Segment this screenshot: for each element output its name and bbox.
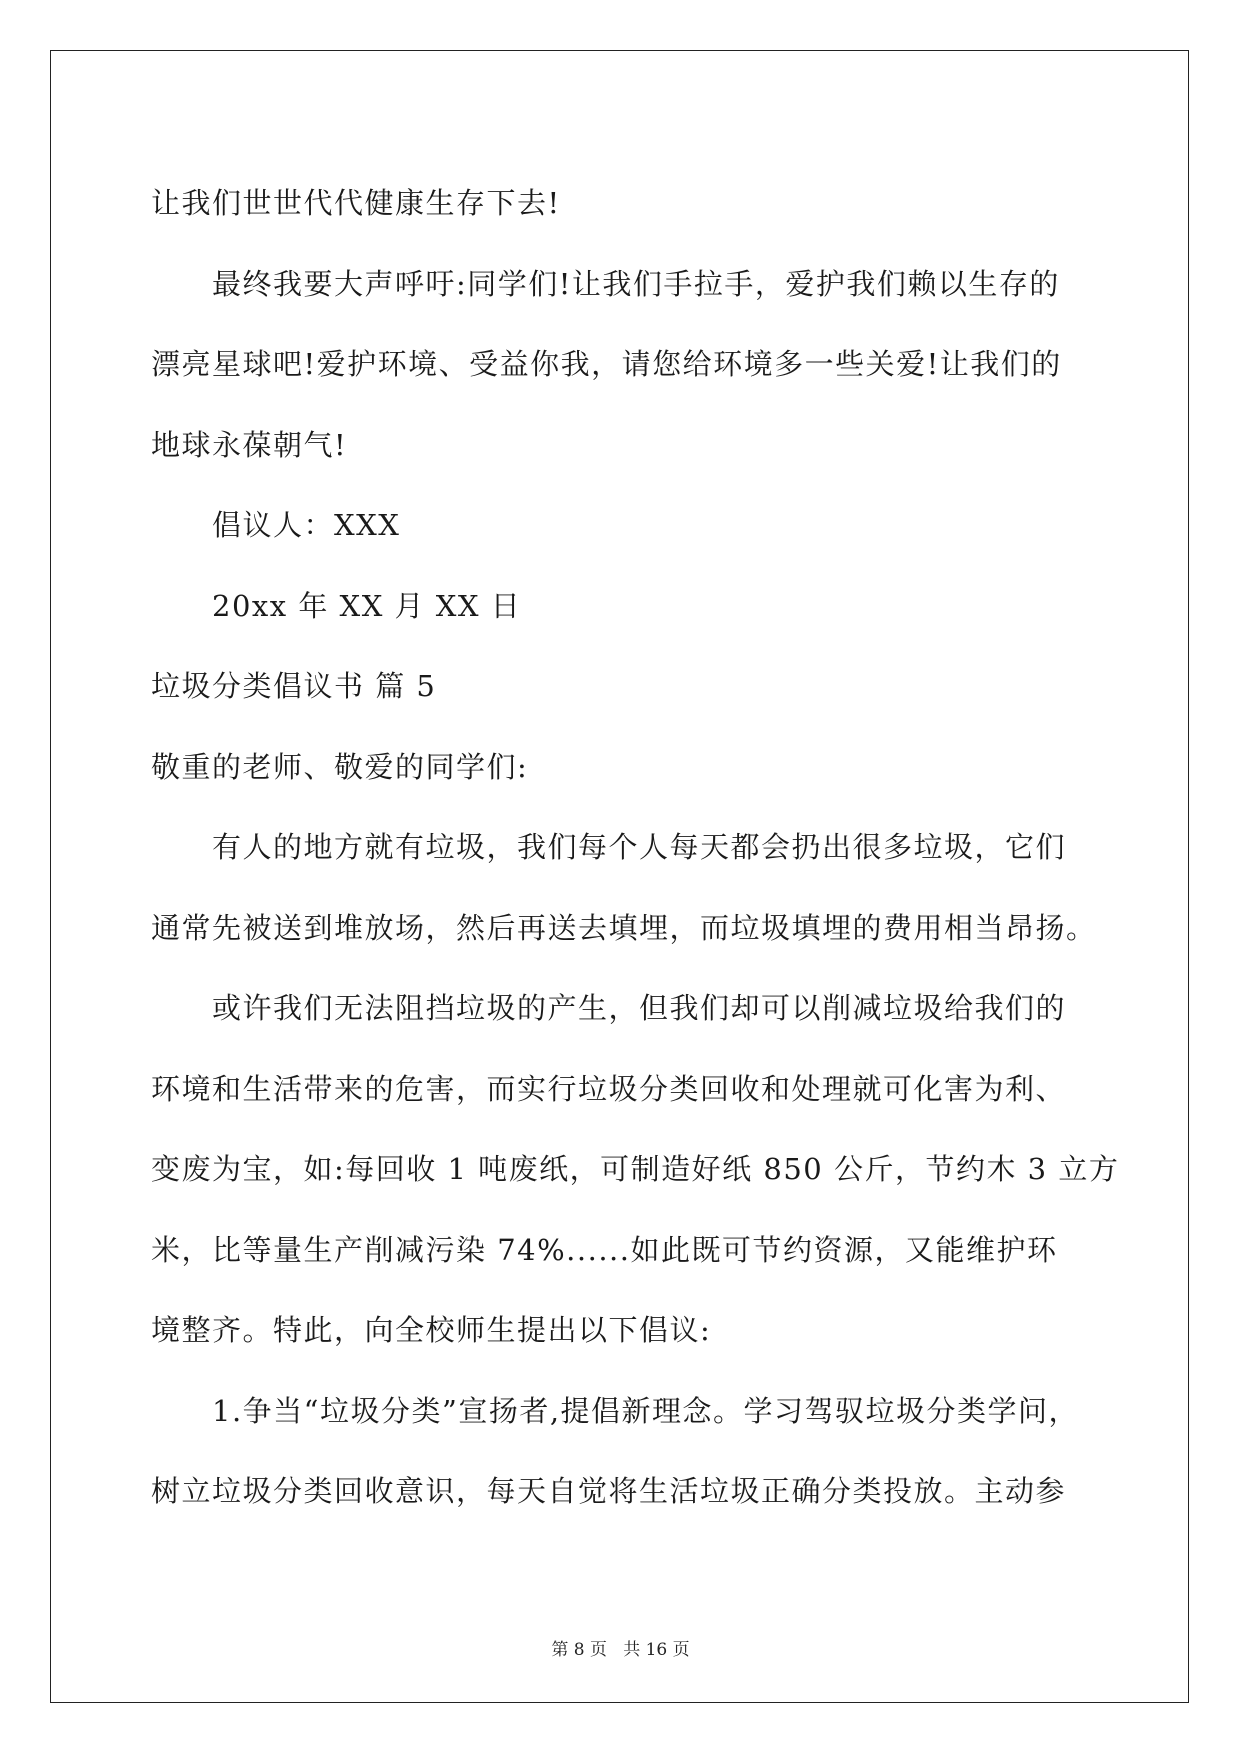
text-line: 境整齐。特此，向全校师生提出以下倡议: [151,1313,712,1347]
text-line: 通常先被送到堆放场，然后再送去填埋，而垃圾填埋的费用相当昂扬。 [151,910,1097,945]
signature-line: 倡议人：XXX [212,508,401,542]
text-line: 有人的地方就有垃圾，我们每个人每天都会扔出很多垃圾，它们 [212,830,1067,864]
page-number-total: 共 16 页 [623,1640,690,1660]
text-line: 环境和生活带来的危害，而实行垃圾分类回收和处理就可化害为利、 [151,1071,1067,1106]
text-line: 地球永葆朝气! [151,427,348,462]
text-line: 1.争当“垃圾分类”宣扬者,提倡新理念。学习驾驭垃圾分类学问， [212,1393,1080,1428]
document-body [151,163,1120,1532]
salutation: 敬重的老师、敬爱的同学们: [151,749,529,784]
text-line: 漂亮星球吧!爱护环境、受益你我，请您给环境多一些关爱!让我们的 [151,347,1062,381]
text-line: 或许我们无法阻挡垃圾的产生，但我们却可以削减垃圾给我们的 [212,991,1067,1025]
date-line: 20xx 年 XX 月 XX 日 [212,588,522,623]
text-line: 最终我要大声呼吁:同学们!让我们手拉手，爱护我们赖以生存的 [212,266,1060,301]
text-line: 米，比等量生产削减污染 74%......如此既可节约资源，又能维护环 [151,1232,1058,1267]
page-footer [0,1635,1241,1660]
page-number-current: 第 8 页 [551,1640,607,1660]
section-heading: 垃圾分类倡议书 篇 5 [151,669,437,703]
text-line: 树立垃圾分类回收意识，每天自觉将生活垃圾正确分类投放。主动参 [151,1474,1067,1508]
text-line: 变废为宝，如:每回收 1 吨废纸，可制造好纸 850 公斤，节约木 3 立方 [151,1152,1120,1186]
text-line: 让我们世世代代健康生存下去! [151,186,561,220]
